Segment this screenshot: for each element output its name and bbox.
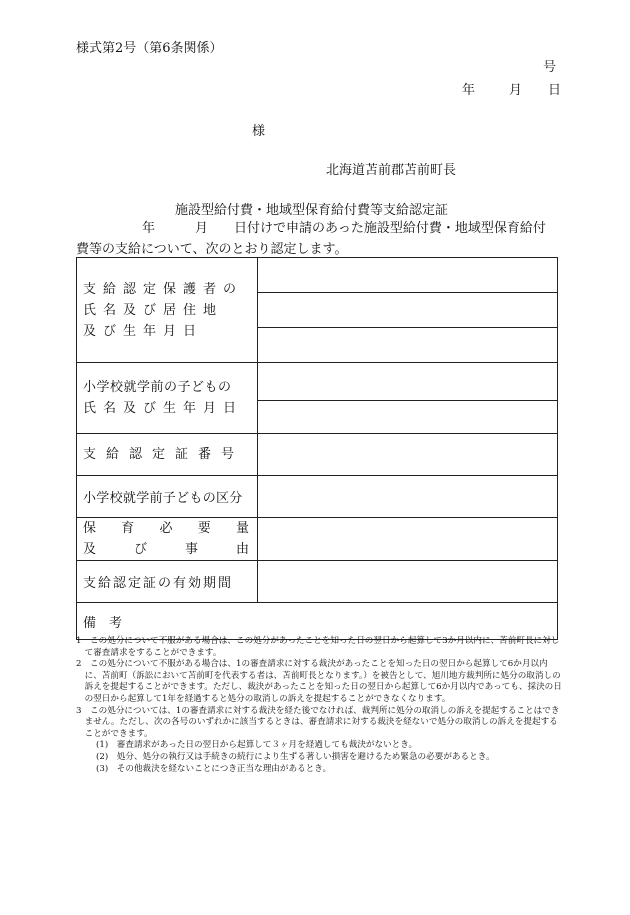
care-char-8: 事 — [184, 542, 198, 557]
validity-field[interactable] — [258, 561, 558, 603]
care-field[interactable] — [258, 518, 558, 561]
child-label-line1: 小学校就学前の子どもの — [83, 380, 232, 395]
guardian-name-field[interactable] — [258, 258, 557, 293]
note-3-sub-2: (2) 処分、処分の執行又は手続きの続行により生ずる著しい損害を避けるため緊急の必要があるとき。 — [96, 751, 495, 762]
category-label — [77, 476, 258, 518]
care-char-6: 及 — [83, 542, 97, 557]
note-3-sub-1: (1) 審査請求があった日の翌日から起算して３ヶ月を経過しても裁決がないとき。 — [96, 740, 418, 751]
body-year: 年 — [142, 221, 156, 236]
category-field[interactable] — [258, 476, 558, 518]
child-label-line2: 氏名及び生年月日 — [83, 401, 244, 416]
care-char-9: 由 — [235, 542, 249, 557]
addressee-honorific: 様 — [252, 124, 266, 139]
care-char-3: 必 — [159, 521, 173, 536]
issue-date-year: 年 — [462, 83, 476, 98]
note-1: 1 この処分について不服がある場合は、この処分があったことを知った日の翌日から起算して3か月以内に、苫前町長に対して審査請求をすることができます。 — [76, 636, 560, 658]
cert-number-row — [77, 434, 558, 476]
care-label-line2 — [83, 539, 257, 560]
care-char-2: 育 — [121, 521, 135, 536]
category-label-text: 小学校就学前子どもの区分 — [83, 491, 243, 506]
note-2: 2 この処分について不服がある場合は、1の審査請求に対する裁決があったことを知った日の翌日から起算して6か月以内に、苫前町（訴訟において苫前町を代表する者は、苫前町長となります。）を被告として、旭川地方裁判所に処分の取消しの訴えを提起することができます。ただし、裁決があったことを知った日の翌日から起算して6か月以内であっても、採決の日の翌日から起算して1年を経過すると処分の取消しの訴えを提起することができなくなります。 — [76, 659, 562, 704]
guardian-row — [77, 258, 558, 363]
body-sentence: 日付けで申請のあった施設型給付費・地域型保育給付費等の支給について、次のとおり認定します。 — [76, 221, 546, 257]
note-3-sub-3: (3) その他裁決を経ないことにつき正当な理由があるとき。 — [96, 763, 332, 774]
cert-number-field[interactable] — [258, 434, 558, 476]
guardian-label — [77, 258, 258, 363]
guardian-value[interactable] — [258, 258, 558, 363]
guardian-label-line2: 氏名及び居住地 — [83, 302, 224, 318]
care-char-1: 保 — [83, 521, 97, 536]
category-row — [77, 476, 558, 518]
child-name-field[interactable] — [258, 363, 557, 401]
cert-number-label — [77, 434, 258, 476]
child-row — [77, 363, 558, 434]
care-row — [77, 518, 558, 561]
care-char-5: 量 — [235, 521, 249, 536]
care-label — [77, 518, 258, 561]
child-label — [77, 363, 258, 434]
issue-date-day: 日 — [548, 83, 562, 98]
issuer-name: 北海道苫前郡苫前町長 — [326, 163, 457, 178]
issue-date — [462, 79, 561, 98]
remarks-row — [77, 603, 558, 640]
care-label-line1 — [83, 518, 257, 539]
body-month: 月 — [195, 221, 209, 236]
cert-number-label-text: 支給認定証番号 — [83, 447, 245, 462]
issue-date-month: 月 — [509, 83, 523, 98]
certification-table — [76, 257, 558, 640]
remarks-cell[interactable] — [77, 603, 558, 640]
validity-row — [77, 561, 558, 603]
guardian-birthdate-field[interactable] — [258, 328, 557, 362]
form-id: 様式第2号（第6条関係） — [76, 41, 223, 56]
remarks-label: 備 考 — [83, 615, 123, 631]
guardian-label-line3: 及び生年月日 — [83, 323, 204, 339]
document-title: 施設型給付費・地域型保育給付費等支給認定証 — [175, 203, 449, 218]
validity-label-text: 支給認定証の有効期間 — [83, 576, 234, 591]
note-3: 3 この処分については、1の審査請求に対する裁決を経た後でなければ、裁判所に処分の取消しの訴えを提起することはできません。ただし、次の各号のいずれかに該当するときは、審査請求に対する裁決を経ないで処分の取消しの訴えを提起することができます。 — [76, 705, 560, 739]
notes-section — [76, 636, 562, 775]
document-number-label: 号 — [543, 60, 557, 75]
care-char-4: 要 — [197, 521, 211, 536]
validity-label — [77, 561, 258, 603]
guardian-label-line1: 支給認定保護者の — [83, 281, 244, 297]
body-text — [76, 218, 558, 260]
child-value[interactable] — [258, 363, 558, 434]
guardian-address-field[interactable] — [258, 293, 557, 328]
child-birthdate-field[interactable] — [258, 401, 557, 433]
care-char-7: び — [133, 542, 147, 557]
